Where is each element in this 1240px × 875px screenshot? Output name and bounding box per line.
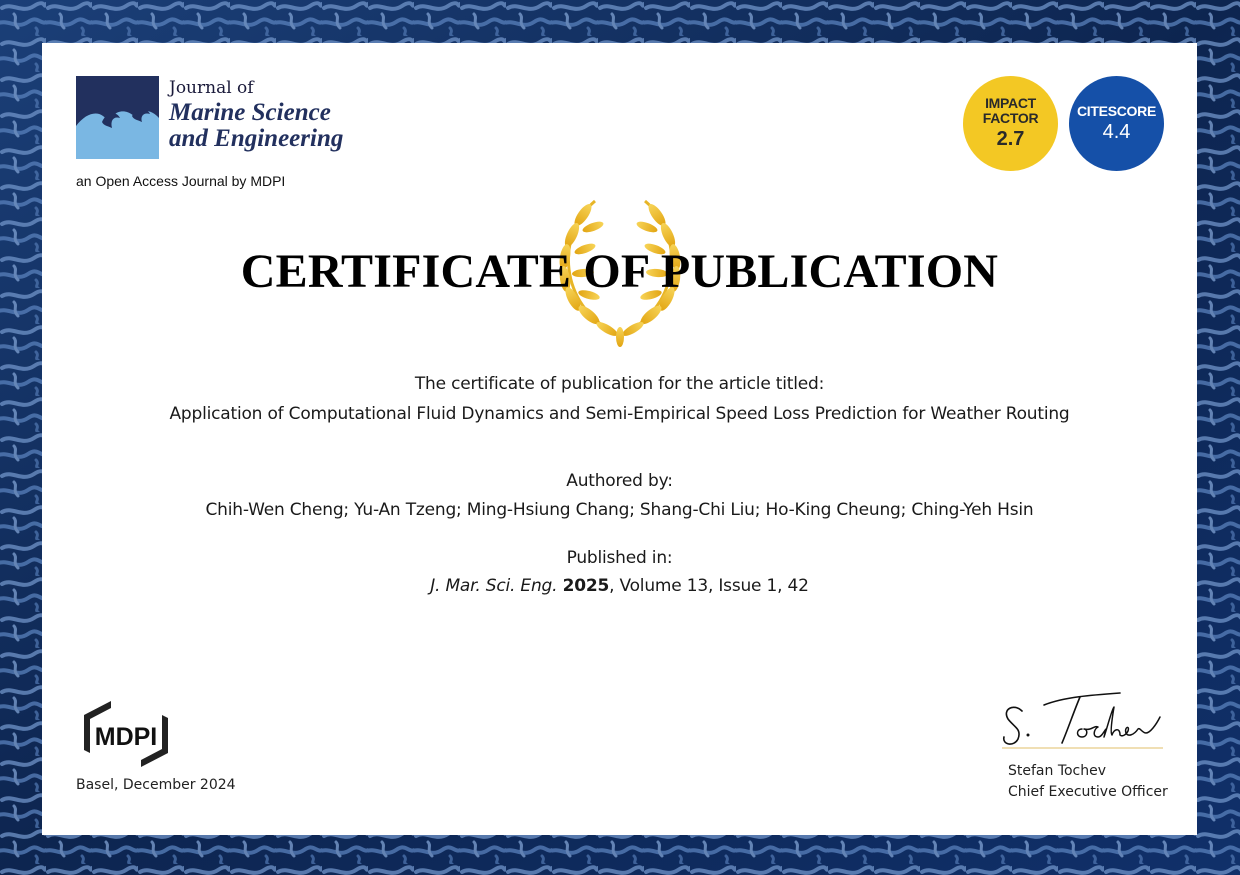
article-title: Application of Computational Fluid Dynamics and Semi-Empirical Speed Loss Prediction for Weather Routing bbox=[169, 404, 1070, 424]
wave-logo-icon bbox=[76, 76, 159, 159]
signer-title: Chief Executive Officer bbox=[1008, 784, 1168, 800]
place-date: Basel, December 2024 bbox=[76, 777, 236, 793]
signature-line bbox=[1002, 747, 1163, 749]
citescore-label: CITESCORE bbox=[1077, 102, 1156, 119]
journal-abbrev: J. Mar. Sci. Eng. bbox=[430, 576, 558, 596]
mdpi-logo bbox=[76, 699, 176, 769]
authored-by-label: Authored by: bbox=[566, 471, 673, 491]
impact-factor-badge bbox=[963, 76, 1058, 171]
impact-value: 2.7 bbox=[996, 128, 1025, 150]
citescore-badge bbox=[1069, 76, 1164, 171]
impact-label-1: IMPACT bbox=[985, 95, 1036, 111]
signer-block bbox=[1008, 761, 1168, 803]
mdpi-logo-text: MDPI bbox=[94, 723, 158, 751]
publication-reference bbox=[162, 576, 1077, 596]
certificate-card bbox=[42, 43, 1197, 835]
published-in-label: Published in: bbox=[566, 548, 673, 568]
ceo-signature bbox=[1000, 689, 1168, 749]
signer-name: Stefan Tochev bbox=[1008, 763, 1107, 779]
journal-name-line2: and Engineering bbox=[169, 125, 344, 152]
certificate-intro: The certificate of publication for the article titled: bbox=[414, 374, 825, 394]
volume-issue: , Volume 13, Issue 1, 42 bbox=[609, 576, 809, 596]
certificate-title: CERTIFICATE OF PUBLICATION bbox=[240, 245, 999, 298]
authors-list: Chih-Wen Cheng; Yu-An Tzeng; Ming-Hsiung Chang; Shang-Chi Liu; Ho-King Cheung; Ching-Yeh Hsin bbox=[205, 500, 1034, 520]
journal-name-line1: Marine Science bbox=[169, 99, 331, 126]
impact-label-2: FACTOR bbox=[982, 110, 1039, 126]
citescore-value: 4.4 bbox=[1102, 120, 1131, 143]
journal-prefix: Journal of bbox=[169, 78, 254, 98]
journal-tagline: an Open Access Journal by MDPI bbox=[76, 173, 286, 189]
publication-year: 2025 bbox=[562, 576, 610, 596]
